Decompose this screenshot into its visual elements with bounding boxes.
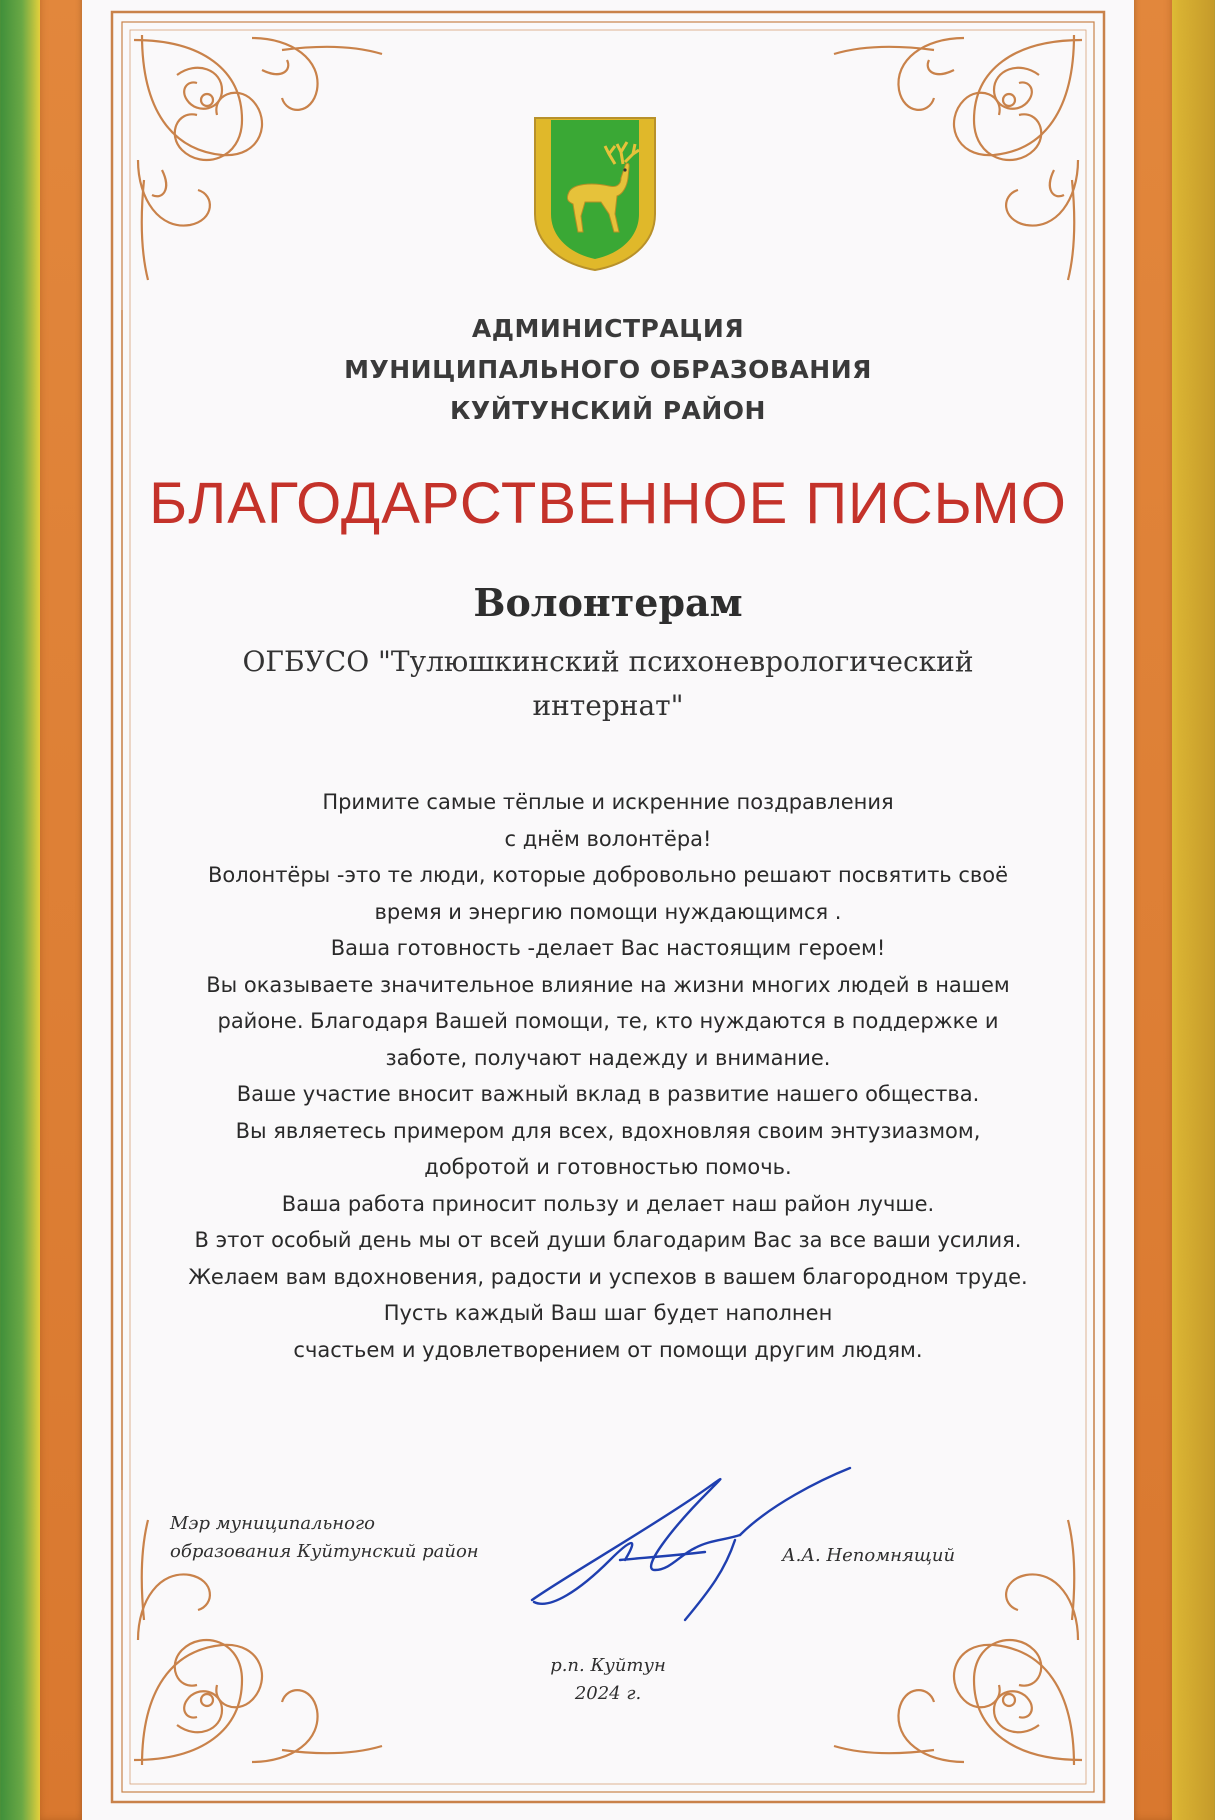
body-line: Ваша работа приносит пользу и делает наш район лучше. [281,1191,935,1216]
certificate-sheet [82,0,1134,1820]
body-line: с днём волонтёра! [504,826,712,851]
body-line: Ваше участие вносит важный вклад в развитие нашего общества. [236,1082,980,1106]
body-line: Вы оказываете значительное влияние на жизни многих людей в нашем [206,972,1010,997]
body-line: время и энергию помощи нуждающимся . [374,899,842,924]
floral-corner-ornament-icon [134,35,382,280]
body-line: Волонтёры -это те люди, которые добровольно решают посвятить своё [207,863,1009,887]
body-line: Вы являетесь примером для всех, вдохновляя своим энтузиазмом, [235,1118,981,1143]
organization-line: ОГБУСО "Тулюшкинский психоневрологический [242,645,974,678]
letter-title: БЛАГОДАРСТВЕННОЕ ПИСЬМО [149,471,1067,536]
body-line: Пусть каждый Ваш шаг будет наполнен [383,1301,833,1325]
deer-coat-of-arms-icon [529,114,661,272]
recipient-organization [82,640,1134,728]
issuer-line: МУНИЦИПАЛЬНОГО ОБРАЗОВАНИЯ [344,355,872,384]
body-line: счастьем и удовлетворением от помощи другим людям. [293,1337,923,1362]
letter-body [82,784,1134,1368]
body-line: заботе, получают надежду и внимание. [385,1045,831,1070]
issuer-line: АДМИНИСТРАЦИЯ [471,314,745,343]
signatory-position-line: Мэр муниципального [170,1513,375,1534]
body-line: В этот особый день мы от всей души благодарим Вас за все ваши усилия. [194,1228,1022,1252]
issue-place-date [82,1652,1134,1708]
issuer-name [82,308,1134,431]
signatory-position [170,1510,479,1566]
body-line: Желаем вам вдохновения, радости и успехов в вашем благородном труде. [188,1264,1028,1289]
organization-line: интернат" [532,689,684,722]
body-line: Ваша готовность -делает Вас настоящим героем! [330,936,886,960]
signatory-name: А.А. Непомнящий [782,1545,956,1566]
floral-corner-ornament-icon [834,35,1082,280]
body-line: Примите самые тёплые и искренние поздравления [322,790,894,814]
recipient-heading: Волонтерам [473,580,743,625]
body-line: районе. Благодаря Вашей помощи, те, кто нуждаются в поддержке и [217,1009,999,1033]
body-line: добротой и готовностью помочь. [424,1155,792,1179]
issue-place: р.п. Куйтун [550,1655,666,1676]
issuer-line: КУЙТУНСКИЙ РАЙОН [450,396,766,425]
issue-year: 2024 г. [574,1683,642,1704]
signatory-position-line: образования Куйтунский район [170,1541,479,1562]
